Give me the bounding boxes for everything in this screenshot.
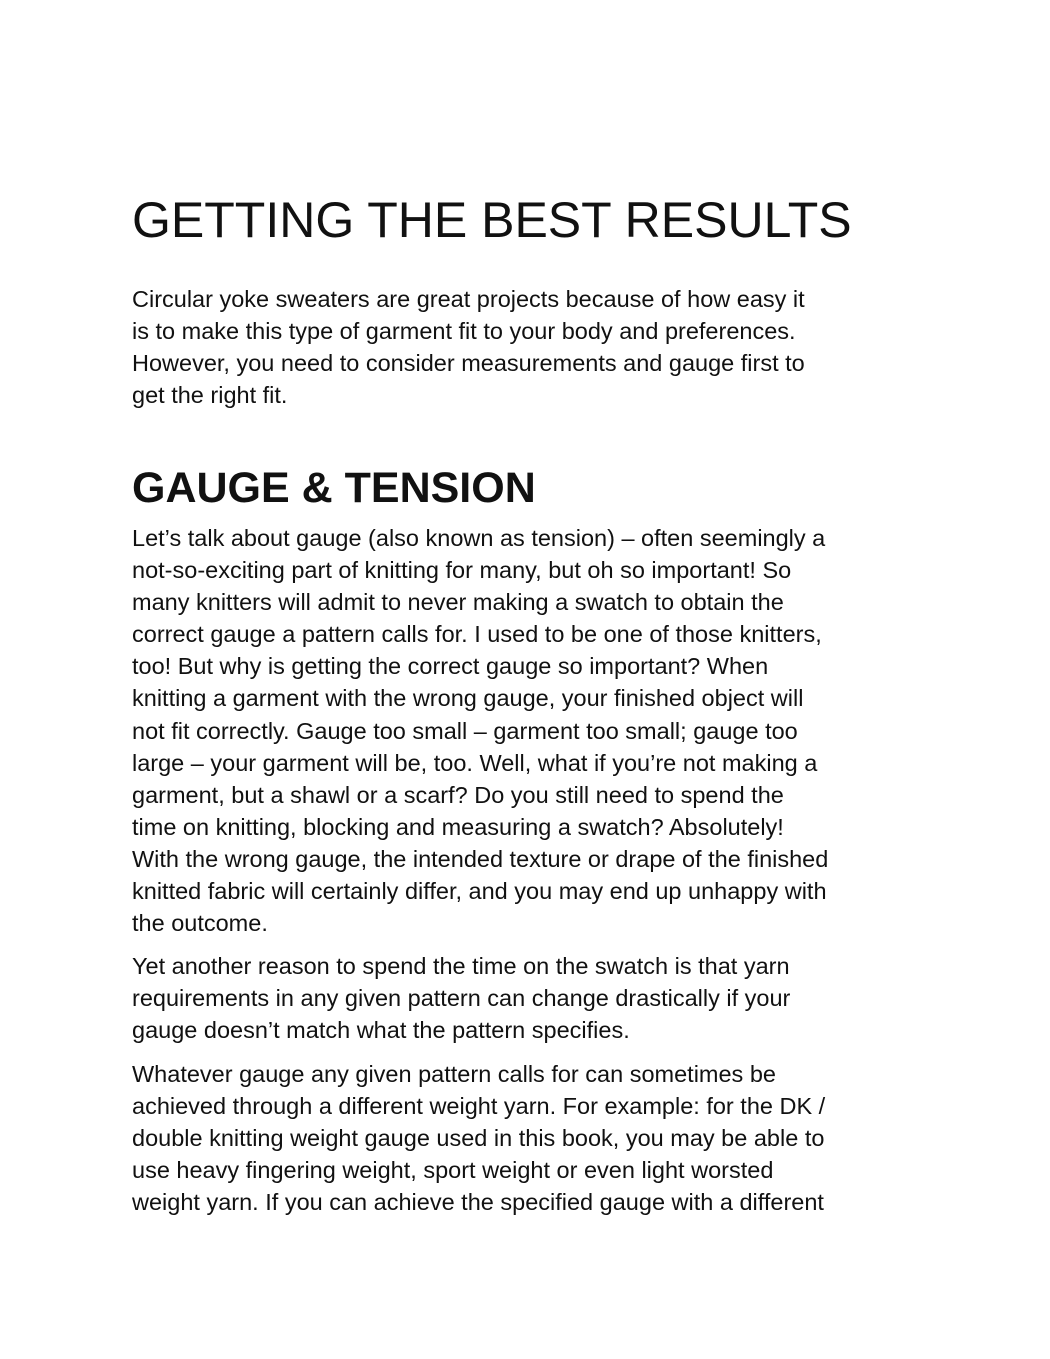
body-paragraph [132,522,932,939]
body-line: not fit correctly. Gauge too small – garment too small; gauge too [132,717,798,744]
body-line: knitted fabric will certainly differ, and you may end up unhappy with [132,878,827,905]
intro-paragraph [132,283,932,411]
body-line: knitting a garment with the wrong gauge, your finished object will [132,685,804,712]
section-heading: GAUGE & TENSION [132,464,536,512]
section-body [132,522,932,1229]
body-line: achieved through a different weight yarn. For example: for the DK / [132,1092,826,1119]
body-line: large – your garment will be, too. Well, what if you’re not making a [132,749,818,776]
body-line: weight yarn. If you can achieve the specified gauge with a different [132,1188,824,1215]
body-line: gauge doesn’t match what the pattern specifies. [132,1017,630,1044]
body-line: time on knitting, blocking and measuring a swatch? Absolutely! [132,813,784,840]
body-paragraph [132,950,932,1046]
intro-line: is to make this type of garment fit to your body and preferences. [132,318,796,345]
body-line: not-so-exciting part of knitting for many, but oh so important! So [132,557,792,584]
intro-line: However, you need to consider measurements and gauge first to [132,350,805,377]
body-line: garment, but a shawl or a scarf? Do you still need to spend the [132,781,784,808]
body-line: the outcome. [132,910,268,937]
body-line: too! But why is getting the correct gauge so important? When [132,653,769,680]
body-line: Whatever gauge any given pattern calls for can sometimes be [132,1060,776,1087]
body-line: With the wrong gauge, the intended texture or drape of the finished [132,845,829,872]
body-line: use heavy fingering weight, sport weight or even light worsted [132,1156,774,1183]
page-title: GETTING THE BEST RESULTS [132,192,852,248]
body-paragraph [132,1058,932,1218]
body-line: Let’s talk about gauge (also known as tension) – often seemingly a [132,525,826,551]
body-line: Yet another reason to spend the time on the swatch is that yarn [132,953,790,980]
body-line: double knitting weight gauge used in this book, you may be able to [132,1124,825,1151]
body-line: correct gauge a pattern calls for. I used to be one of those knitters, [132,621,822,648]
intro-line: get the right fit. [132,382,288,409]
body-line: many knitters will admit to never making a swatch to obtain the [132,589,784,616]
body-line: requirements in any given pattern can change drastically if your [132,985,791,1012]
intro-line: Circular yoke sweaters are great projects because of how easy it [132,286,805,312]
